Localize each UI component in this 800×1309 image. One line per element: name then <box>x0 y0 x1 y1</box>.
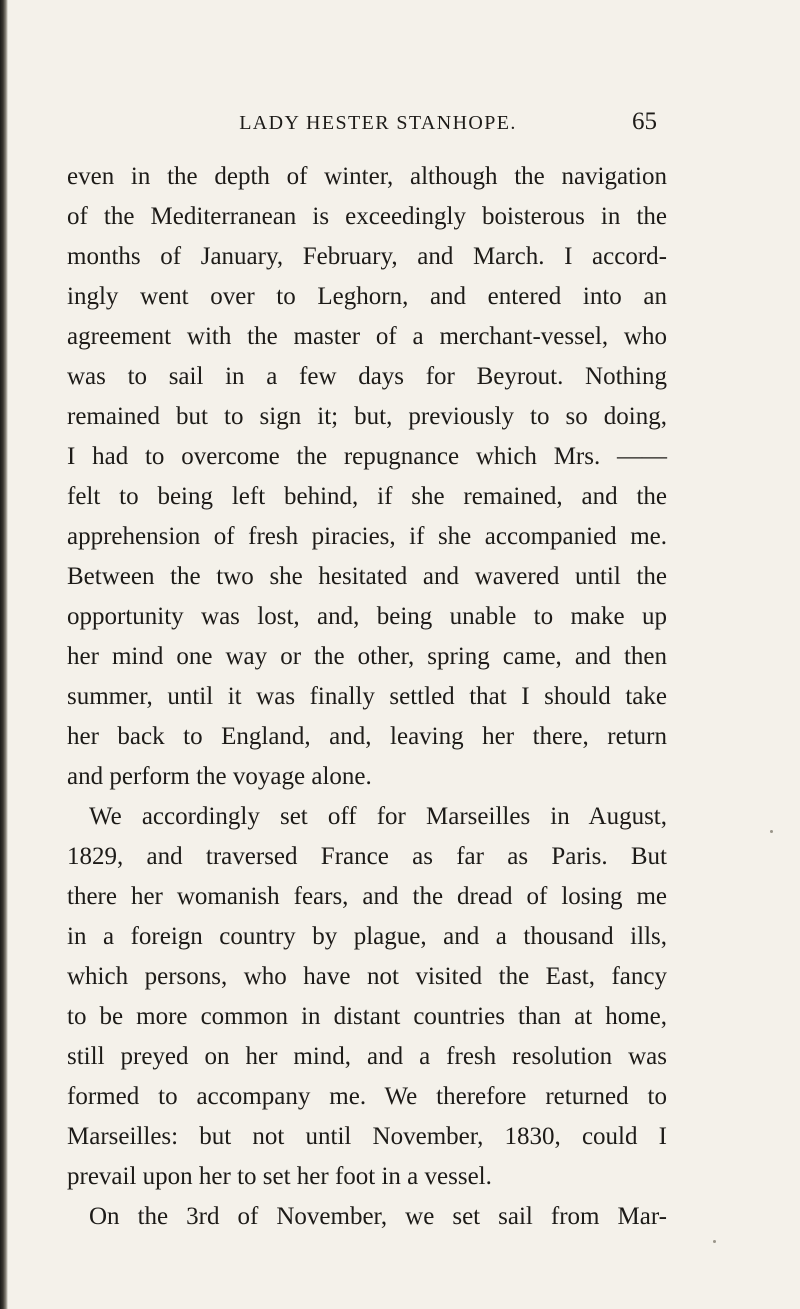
text-line: Between the two she hesitated and wavered until the <box>67 563 667 590</box>
text-line: was to sail in a few days for Beyrout. Nothing <box>67 363 667 390</box>
text-line: to be more common in distant countries than at home, <box>67 1003 667 1030</box>
text-line: agreement with the master of a merchant-vessel, who <box>67 323 667 350</box>
text-line: summer, until it was finally settled that I should take <box>67 683 667 710</box>
text-line: months of January, February, and March. I accord- <box>67 243 667 270</box>
text-line: in a foreign country by plague, and a thousand ills, <box>67 923 667 950</box>
text-line: prevail upon her to set her foot in a vessel. <box>67 1163 492 1190</box>
text-line: ingly went over to Leghorn, and entered into an <box>67 283 667 310</box>
text-line: which persons, who have not visited the East, fancy <box>67 963 667 990</box>
running-head <box>0 108 800 142</box>
text-line: and perform the voyage alone. <box>67 763 372 790</box>
binding-edge <box>0 0 8 1309</box>
text-line: of the Mediterranean is exceedingly boisterous in the <box>67 203 667 230</box>
text-line: felt to being left behind, if she remained, and the <box>67 483 667 510</box>
text-line: 1829, and traversed France as far as Paris. But <box>67 843 667 870</box>
text-line: her mind one way or the other, spring came, and then <box>67 643 667 670</box>
text-line: her back to England, and, leaving her there, return <box>67 723 667 750</box>
text-line: formed to accompany me. We therefore returned to <box>67 1083 667 1110</box>
paper-speck <box>713 1240 716 1243</box>
text-line: there her womanish fears, and the dread of losing me <box>67 883 667 910</box>
text-line: still preyed on her mind, and a fresh resolution was <box>67 1043 667 1070</box>
text-line: We accordingly set off for Marseilles in August, <box>89 803 667 830</box>
text-line: even in the depth of winter, although the navigation <box>67 163 667 190</box>
running-head-title: LADY HESTER STANHOPE. <box>239 112 517 134</box>
text-line: Marseilles: but not until November, 1830, could I <box>67 1123 667 1150</box>
paper-speck <box>770 830 773 833</box>
text-line: On the 3rd of November, we set sail from Mar- <box>89 1203 667 1230</box>
text-line: opportunity was lost, and, being unable to make up <box>67 603 667 630</box>
text-line: apprehension of fresh piracies, if she accompanied me. <box>67 523 667 550</box>
page-number: 65 <box>632 108 657 135</box>
text-line: remained but to sign it; but, previously to so doing, <box>67 403 667 430</box>
text-line: I had to overcome the repugnance which Mrs. —— <box>67 443 667 470</box>
